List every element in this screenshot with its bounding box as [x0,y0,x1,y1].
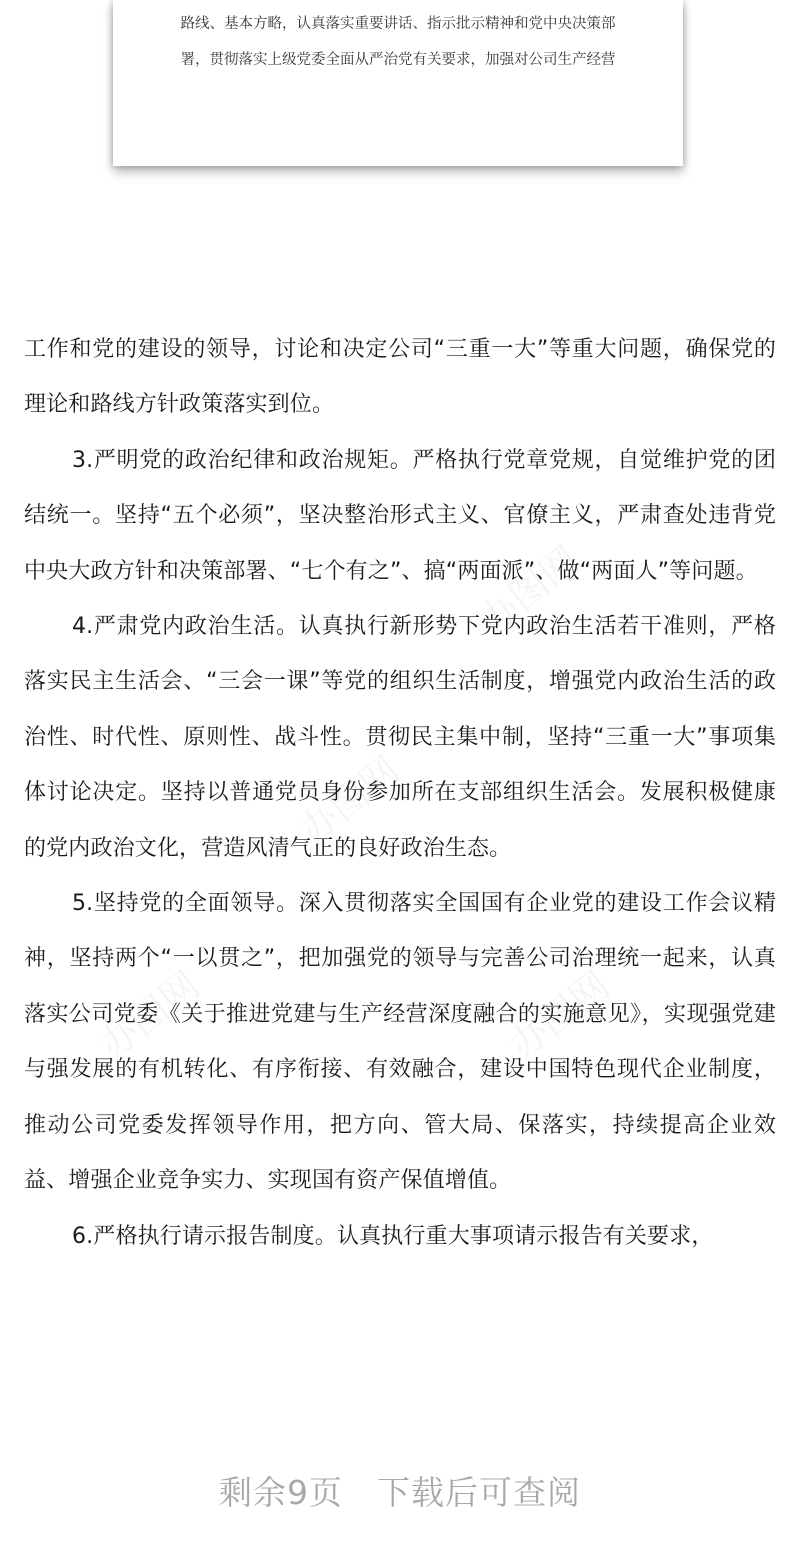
body-paragraph: 3.严明党的政治纪律和政治规矩。严格执行党章党规，自觉维护党的团结统一。坚持“五个必须”，坚决整治形式主义、官僚主义，严肃查处违背党中央大政方针和决策部署、“七个有之”、搞“两面派”、做“两面人”等问题。 [24,447,776,584]
document-body [24,322,776,1264]
body-paragraph: 4.严肃党内政治生活。认真执行新形势下党内政治生活若干准则，严格落实民主生活会、“三会一课”等党的组织生活制度，增强党内政治生活的政治性、时代性、原则性、战斗性。贯彻民主集中制，坚持“三重一大”事项集体讨论决定。坚持以普通党员身份参加所在支部组织生活会。发展积极健康的党内政治文化，营造风清气正的良好政治生态。 [24,614,776,861]
preview-text-line: 路线、基本方略，认真落实重要讲话、指示批示精神和党中央决策部 [180,16,616,32]
body-paragraph: 6.严格执行请示报告制度。认真执行重大事项请示报告有关要求， [72,1223,714,1249]
preview-text-line: 署，贯彻落实上级党委全面从严治党有关要求，加强对公司生产经营 [180,52,616,68]
remaining-pages-notice[interactable]: 剩余9页 下载后可查阅 [219,1473,581,1512]
body-paragraph: 工作和党的建设的领导，讨论和决定公司“三重一大”等重大问题，确保党的理论和路线方针政策落实到位。 [24,337,776,418]
body-paragraph: 5.坚持党的全面领导。深入贯彻落实全国国有企业党的建设工作会议精神，坚持两个“一以贯之”，把加强党的领导与完善公司治理统一起来，认真落实公司党委《关于推进党建与生产经营深度融合的实施意见》，实现强党建与强发展的有机转化、有序衔接、有效融合，建设中国特色现代企业制度，推动公司党委发挥领导作用，把方向、管大局、保落实，持续提高企业效益、增强企业竞争实力、实现国有资产保值增值。 [24,891,776,1194]
page-preview-card [113,0,683,166]
